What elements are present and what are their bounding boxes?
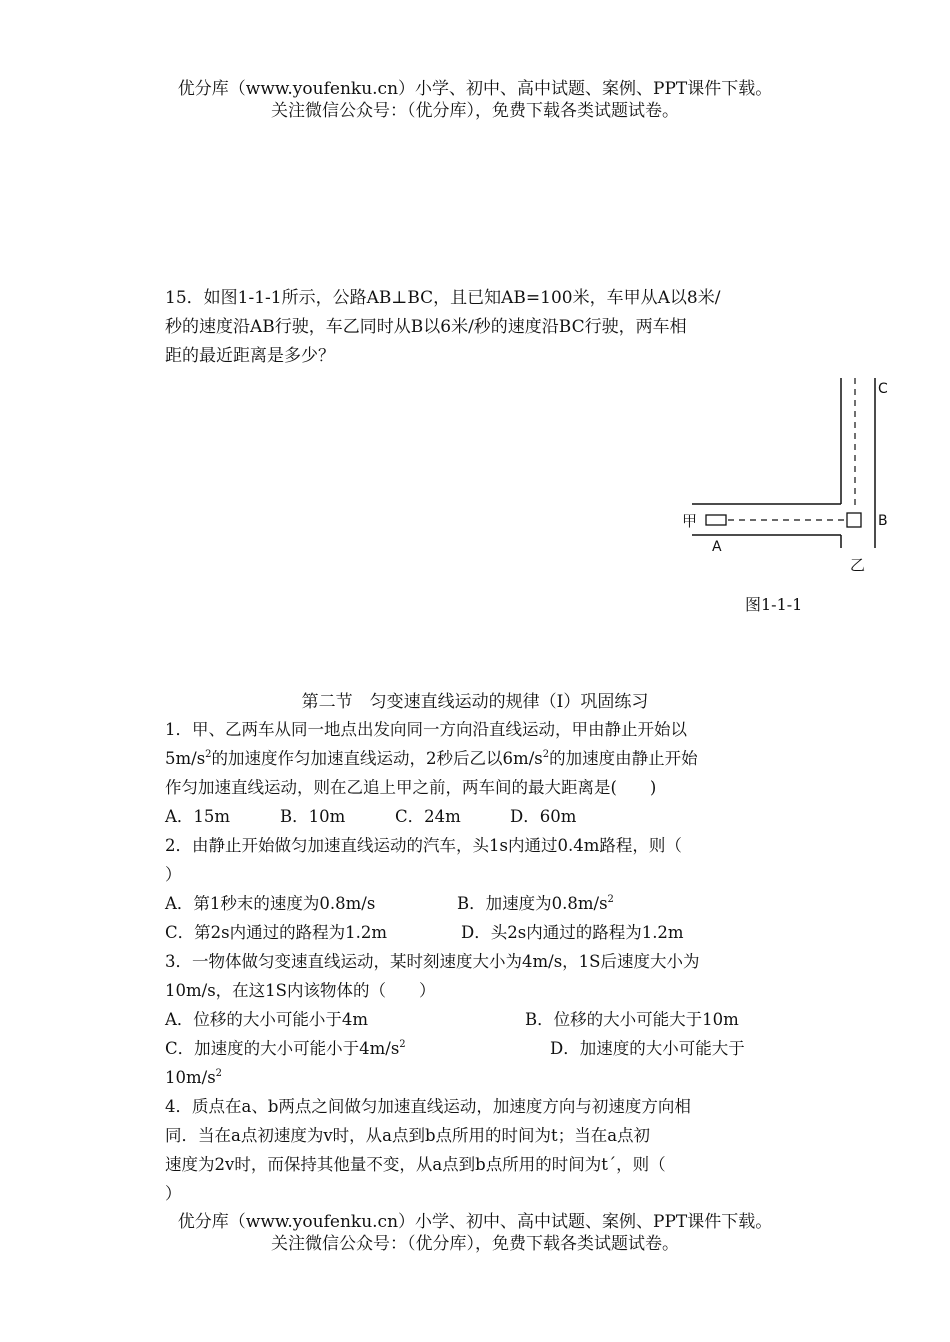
section-title: 第二节 匀变速直线运动的规律（Ⅰ）巩固练习	[301, 692, 649, 712]
footer-line-2: 关注微信公众号：（优分库），免费下载各类试题试卷。	[271, 1234, 679, 1254]
q4-line-4: ）	[165, 1184, 182, 1203]
q3-option-d-cont: $10m/s^2$	[165, 1068, 223, 1087]
q3-line-1: 3．一物体做匀变速直线运动，某时刻速度大小为4m/s，1S后速度大小为	[165, 952, 700, 971]
q1-option-a: A．15m	[165, 807, 231, 826]
label-jia: 甲	[682, 512, 698, 530]
q2-line-1: 2．由静止开始做匀加速直线运动的汽车，头1s内通过0.4m路程，则（	[165, 836, 682, 855]
q3-option-a: A．位移的大小可能小于4m	[165, 1010, 369, 1029]
q1-option-c: C．24m	[395, 807, 461, 826]
header-line-2: 关注微信公众号：（优分库），免费下载各类试题试卷。	[271, 101, 679, 121]
q2-option-d: D．头2s内通过的路程为1.2m	[461, 923, 684, 942]
q4-line-1: 4．质点在a、b两点之间做匀加速直线运动，加速度方向与初速度方向相	[165, 1097, 691, 1116]
label-yi: 乙	[850, 556, 866, 574]
page-header	[0, 78, 950, 122]
q2-options-cd	[165, 918, 790, 947]
car-jia-icon	[706, 515, 726, 525]
road-diagram	[670, 370, 900, 585]
label-c: C	[878, 381, 888, 397]
q1-line-2: $5m/s^2$的加速度作匀加速直线运动，2秒后乙以$6m/s^2$的加速度由静止开始	[165, 749, 698, 768]
q4-line-3: 速度为2v时，而保持其他量不变，从a点到b点所用的时间为t´，则（	[165, 1155, 666, 1174]
page-footer	[0, 1211, 950, 1255]
q2-options-ab	[165, 889, 790, 918]
q15-line-3: 距的最近距离是多少？	[165, 346, 335, 366]
q2-option-b: B．加速度为$0.8m/s^2$	[457, 894, 614, 913]
q3-option-d: D．加速度的大小可能大于	[550, 1039, 745, 1058]
q1-option-b: B．10m	[280, 807, 346, 826]
label-b: B	[878, 513, 888, 529]
q1-line-1: 1．甲、乙两车从同一地点出发向同一方向沿直线运动，甲由静止开始以	[165, 720, 687, 739]
q4-line-2: 同．当在a点初速度为v时，从a点到b点所用的时间为t；当在a点初	[165, 1126, 651, 1145]
figure-caption: 图1-1-1	[745, 595, 803, 614]
question-15	[165, 284, 785, 371]
q1-line-3: 作匀加速直线运动，则在乙追上甲之前，两车间的最大距离是( )	[165, 778, 657, 797]
q1-option-d: D．60m	[510, 807, 577, 826]
q3-options-ab	[165, 1005, 790, 1034]
q3-options-cd	[165, 1034, 790, 1063]
q2-option-c: C．第2s内通过的路程为1.2m	[165, 923, 387, 942]
q15-line-1: 15．如图1-1-1所示，公路AB⊥BC，且已知AB=100米，车甲从A以8米/	[165, 288, 721, 308]
q3-line-2: 10m/s，在这1S内该物体的（ ）	[165, 981, 436, 1000]
q15-line-2: 秒的速度沿AB行驶，车乙同时从B以6米/秒的速度沿BC行驶，两车相	[165, 317, 687, 337]
q3-option-b: B．位移的大小可能大于10m	[525, 1010, 739, 1029]
exercise-body	[165, 715, 790, 1208]
car-yi-icon	[847, 513, 861, 527]
q1-options	[165, 802, 790, 831]
road-diagram-svg	[670, 370, 900, 585]
q2-option-a: A．第1秒末的速度为0.8m/s	[165, 894, 376, 913]
q3-option-c: C．加速度的大小可能小于$4m/s^2$	[165, 1039, 406, 1058]
footer-line-1: 优分库（www.youfenku.cn）小学、初中、高中试题、案例、PPT课件下载。	[177, 1212, 773, 1232]
label-a: A	[712, 539, 722, 555]
header-line-1: 优分库（www.youfenku.cn）小学、初中、高中试题、案例、PPT课件下载。	[177, 79, 773, 99]
q2-line-2: ）	[165, 865, 182, 884]
